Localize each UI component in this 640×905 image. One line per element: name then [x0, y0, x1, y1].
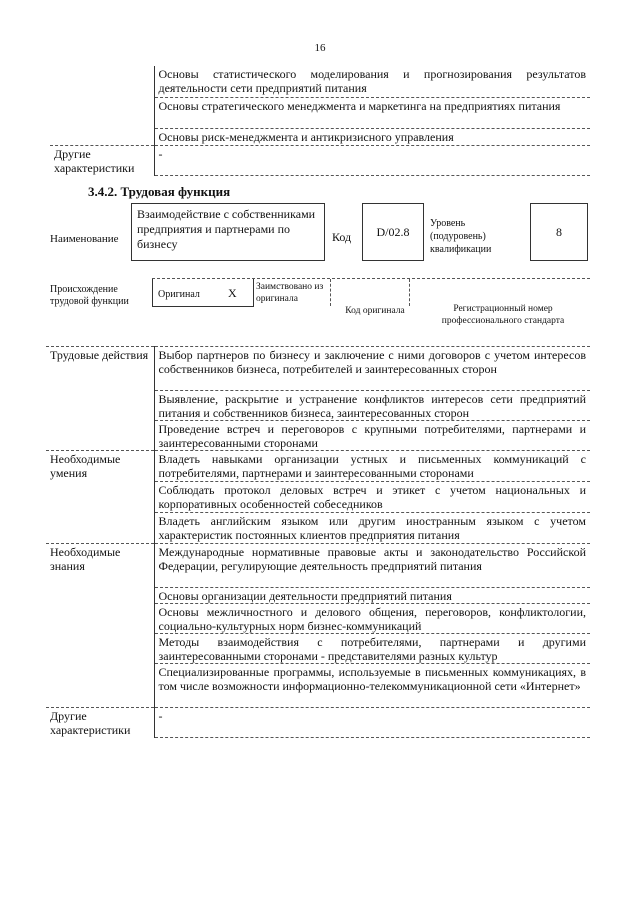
code-label: Код: [332, 230, 352, 244]
group-item: Основы межличностного и делового общения, переговоров, конфликтологии, социально-культурных норм бизнес-коммуникаций: [154, 604, 590, 634]
section-heading: 3.4.2. Трудовая функция: [88, 184, 231, 199]
group-item: Владеть английским языком или другим иностранным языком с учетом характеристик постоянных клиентов предприятия питания: [154, 513, 590, 544]
table-row: [46, 347, 590, 391]
qualification-level: 8: [530, 203, 588, 261]
group-item: Основы организации деятельности предприятий питания: [154, 588, 590, 604]
table-row: [50, 98, 590, 129]
reg-number-caption: Регистрационный номер профессионального стандарта: [441, 304, 565, 326]
row-label: [50, 98, 154, 129]
group-item: Проведение встреч и переговоров с крупными потребителями, партнерами и заинтересованными сторонами: [154, 421, 590, 451]
origin-row: [152, 278, 590, 306]
table-row: [50, 146, 590, 176]
group-item: Соблюдать протокол деловых встреч и этикет с учетом национальных и корпоративных особенностей собеседников: [154, 482, 590, 513]
group-label: Трудовые действия: [46, 347, 154, 451]
group-item: -: [154, 708, 590, 738]
top-table: [50, 66, 590, 176]
row-label: [50, 66, 154, 98]
group-item: Международные нормативные правовые акты и законодательство Российской Федерации, регулирующие деятельность предприятий питания: [154, 544, 590, 588]
table-row: [46, 544, 590, 588]
table-row: [46, 708, 590, 738]
origin-label: Происхождение трудовой функции: [50, 284, 129, 307]
row-label: [50, 129, 154, 146]
row-text: Основы риск-менеджмента и антикризисного управления: [154, 129, 590, 146]
table-row: [50, 66, 590, 98]
table-row: [46, 451, 590, 482]
group-label: Необходимые умения: [46, 451, 154, 544]
function-code: D/02.8: [362, 203, 424, 261]
borrowed-label: Заимствовано из оригинала: [256, 282, 324, 304]
code-original-caption: Код оригинала: [345, 306, 405, 316]
row-text: -: [154, 146, 590, 176]
level-label: Уровень (подуровень) квалификации: [430, 218, 492, 255]
original-label: Оригинал: [158, 289, 200, 300]
row-label: Другие характеристики: [50, 146, 154, 176]
group-item: Методы взаимодействия с потребителями, партнерами и другими заинтересованными сторонами - представителями разных культур: [154, 634, 590, 664]
group-label: Другие характеристики: [46, 708, 154, 738]
table-row: [50, 129, 590, 146]
page-number: 16: [314, 42, 326, 54]
group-item: Выявление, раскрытие и устранение конфликтов интересов сети предприятий питания и собственников бизнеса, заинтересованных сторон: [154, 391, 590, 421]
row-text: Основы статистического моделирования и прогнозирования результатов деятельности сети предприятий питания: [154, 66, 590, 98]
main-table: [46, 346, 590, 738]
group-item: Владеть навыками организации устных и письменных коммуникаций с потребителями, партнерами и заинтересованными сторонами: [154, 451, 590, 482]
group-label: Необходимые знания: [46, 544, 154, 708]
original-mark: X: [228, 286, 237, 300]
group-item: Выбор партнеров по бизнесу и заключение с ними договоров с учетом интересов собственников бизнеса, потребителей и заинтересованных сторон: [154, 347, 590, 391]
row-text: Основы стратегического менеджмента и маркетинга на предприятиях питания: [154, 98, 590, 129]
function-name: Взаимодействие с собственниками предприятия и партнерами по бизнесу: [131, 203, 325, 261]
name-label: Наименование: [50, 233, 119, 245]
group-item: Специализированные программы, используемые в письменных коммуникациях, в том числе возможности информационно-телекоммуникационной сети «Интернет»: [154, 664, 590, 708]
